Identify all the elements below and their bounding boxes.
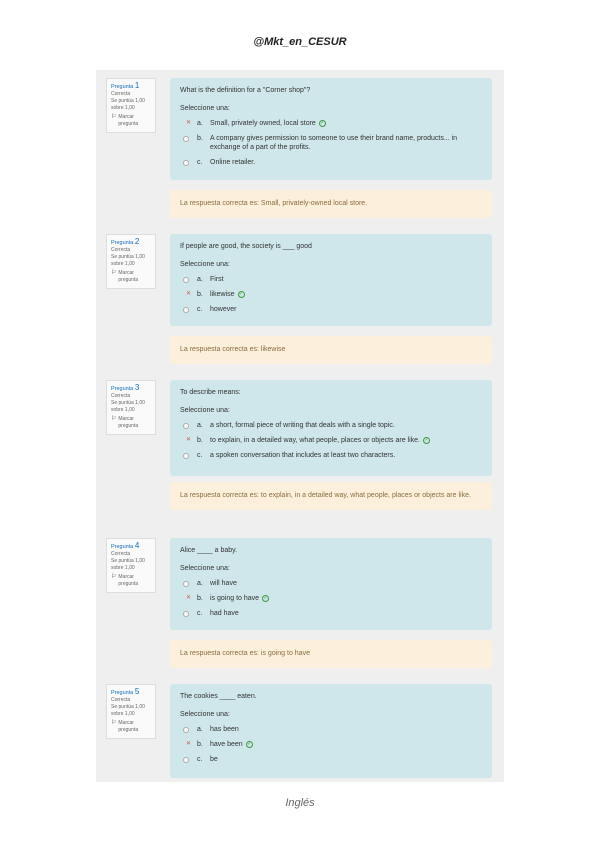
flag-label: Marcar pregunta bbox=[118, 720, 139, 733]
question-text: Alice ____ a baby. bbox=[180, 547, 238, 554]
quiz-review-panel bbox=[96, 70, 504, 782]
radio-button[interactable] bbox=[183, 277, 189, 283]
option-b[interactable] bbox=[180, 134, 482, 152]
option-a[interactable] bbox=[180, 275, 482, 284]
option-b[interactable] bbox=[180, 436, 482, 445]
option-letter: c. bbox=[197, 452, 203, 459]
question-number: 1 bbox=[134, 81, 140, 90]
selected-marker-icon: ✕ bbox=[185, 437, 192, 443]
option-text: to explain, in a detailed way, what people, places or objects are like. bbox=[210, 437, 420, 444]
option-text: a short, formal piece of writing that deals with a single topic. bbox=[210, 422, 395, 429]
question-label: Pregunta bbox=[111, 84, 134, 90]
select-one-prompt: Seleccione una: bbox=[180, 261, 230, 268]
option-letter: a. bbox=[197, 580, 203, 587]
option-text: Small, privately owned, local store bbox=[210, 120, 316, 127]
option-letter: a. bbox=[197, 422, 203, 429]
selected-marker-icon: ✕ bbox=[185, 741, 192, 747]
option-letter: b. bbox=[197, 291, 203, 298]
select-one-prompt: Seleccione una: bbox=[180, 565, 230, 572]
question-body bbox=[170, 78, 492, 180]
radio-button[interactable] bbox=[183, 160, 189, 166]
flag-question-link[interactable] bbox=[111, 720, 151, 734]
radio-button[interactable] bbox=[183, 136, 189, 142]
correct-check-icon: ✓ bbox=[238, 290, 244, 297]
feedback-1: La respuesta correcta es: Small, privately-owned local store. bbox=[170, 190, 492, 218]
option-text: have been bbox=[210, 741, 243, 748]
question-info bbox=[106, 234, 156, 289]
question-number: 4 bbox=[134, 541, 140, 550]
question-text: The cookies ____ eaten. bbox=[180, 693, 257, 700]
radio-button[interactable] bbox=[183, 307, 189, 313]
option-letter: a. bbox=[197, 276, 203, 283]
question-body bbox=[170, 684, 492, 778]
flag-question-link[interactable] bbox=[111, 574, 151, 588]
question-label: Pregunta bbox=[111, 240, 134, 246]
option-letter: c. bbox=[197, 756, 203, 763]
option-b[interactable] bbox=[180, 290, 482, 299]
option-c[interactable] bbox=[180, 305, 482, 314]
option-text: be bbox=[210, 756, 218, 763]
option-letter: b. bbox=[197, 595, 203, 602]
question-score: Se puntúa 1,00 sobre 1,00 bbox=[111, 98, 145, 111]
flag-label: Marcar pregunta bbox=[118, 270, 139, 283]
option-letter: b. bbox=[197, 437, 203, 444]
question-info bbox=[106, 538, 156, 593]
flag-question-link[interactable] bbox=[111, 270, 151, 284]
option-a[interactable] bbox=[180, 119, 482, 128]
flag-icon: ⚐ bbox=[111, 720, 117, 726]
flag-label: Marcar pregunta bbox=[118, 114, 139, 127]
flag-question-link[interactable] bbox=[111, 416, 151, 430]
option-text: First bbox=[210, 276, 224, 283]
radio-button[interactable] bbox=[183, 757, 189, 763]
option-letter: a. bbox=[197, 726, 203, 733]
option-text: will have bbox=[210, 580, 237, 587]
option-b[interactable] bbox=[180, 740, 482, 749]
flag-label: Marcar pregunta bbox=[118, 416, 139, 429]
option-text: is going to have bbox=[210, 595, 260, 602]
question-body bbox=[170, 538, 492, 630]
option-letter: b. bbox=[197, 741, 203, 748]
question-status: Correcta bbox=[111, 393, 131, 399]
radio-button[interactable] bbox=[183, 423, 189, 429]
question-label: Pregunta bbox=[111, 690, 134, 696]
radio-button[interactable] bbox=[183, 581, 189, 587]
feedback-3: La respuesta correcta es: to explain, in a detailed way, what people, places or objects are like. bbox=[170, 482, 492, 510]
question-body bbox=[170, 380, 492, 476]
question-body bbox=[170, 234, 492, 326]
question-score: Se puntúa 1,00 sobre 1,00 bbox=[111, 400, 145, 413]
option-text: however bbox=[210, 306, 237, 313]
select-one-prompt: Seleccione una: bbox=[180, 105, 230, 112]
flag-label: Marcar pregunta bbox=[118, 574, 139, 587]
select-one-prompt: Seleccione una: bbox=[180, 711, 230, 718]
question-status: Correcta bbox=[111, 551, 131, 557]
correct-check-icon: ✓ bbox=[320, 119, 325, 126]
flag-icon: ⚐ bbox=[111, 270, 117, 276]
selected-marker-icon: ✕ bbox=[185, 595, 192, 601]
question-text: What is the definition for a "Corner shop"? bbox=[180, 87, 311, 94]
question-score: Se puntúa 1,00 sobre 1,00 bbox=[111, 558, 145, 571]
flag-icon: ⚐ bbox=[111, 416, 117, 422]
radio-button[interactable] bbox=[183, 611, 189, 617]
question-status: Correcta bbox=[111, 247, 131, 253]
option-text: likewise bbox=[210, 291, 235, 298]
correct-check-icon: ✓ bbox=[247, 740, 252, 747]
correct-check-icon: ✓ bbox=[424, 436, 429, 443]
option-a[interactable] bbox=[180, 725, 482, 734]
option-text: a spoken conversation that includes at least two characters. bbox=[210, 452, 396, 459]
flag-icon: ⚐ bbox=[111, 114, 117, 120]
question-number: 3 bbox=[134, 383, 140, 392]
question-score: Se puntúa 1,00 sobre 1,00 bbox=[111, 254, 145, 267]
question-score: Se puntúa 1,00 sobre 1,00 bbox=[111, 704, 145, 717]
feedback-2: La respuesta correcta es: likewise bbox=[170, 336, 492, 364]
feedback-4: La respuesta correcta es: is going to have bbox=[170, 640, 492, 668]
option-b[interactable] bbox=[180, 594, 482, 603]
option-letter: a. bbox=[197, 120, 203, 127]
option-text: Online retailer. bbox=[210, 159, 256, 166]
question-info bbox=[106, 380, 156, 435]
page-footer: Inglés bbox=[285, 797, 315, 809]
question-info bbox=[106, 78, 156, 133]
option-c[interactable] bbox=[180, 755, 482, 764]
flag-question-link[interactable] bbox=[111, 114, 151, 128]
option-letter: c. bbox=[197, 610, 203, 617]
question-status: Correcta bbox=[111, 91, 131, 97]
option-text: A company gives permission to someone to use their brand name, products... in exchange of a part of the profits. bbox=[210, 135, 458, 151]
question-status: Correcta bbox=[111, 697, 131, 703]
question-text: If people are good, the society is ___ good bbox=[180, 243, 312, 250]
question-text: To describe means: bbox=[180, 389, 241, 396]
selected-marker-icon: ✕ bbox=[185, 120, 192, 126]
question-label: Pregunta bbox=[111, 386, 134, 392]
page-title: @Mkt_en_CESUR bbox=[253, 36, 347, 48]
option-text: has been bbox=[210, 726, 239, 733]
option-letter: c. bbox=[197, 306, 203, 313]
question-label: Pregunta bbox=[111, 544, 134, 550]
option-c[interactable] bbox=[180, 451, 482, 460]
select-one-prompt: Seleccione una: bbox=[180, 407, 230, 414]
option-text: had have bbox=[210, 610, 239, 617]
option-letter: b. bbox=[197, 135, 203, 142]
radio-button[interactable] bbox=[183, 453, 189, 459]
radio-button[interactable] bbox=[183, 727, 189, 733]
option-c[interactable] bbox=[180, 609, 482, 618]
option-a[interactable] bbox=[180, 579, 482, 588]
option-a[interactable] bbox=[180, 421, 482, 430]
flag-icon: ⚐ bbox=[111, 574, 117, 580]
question-number: 5 bbox=[134, 687, 140, 696]
correct-check-icon: ✓ bbox=[263, 594, 268, 601]
question-info bbox=[106, 684, 156, 739]
option-letter: c. bbox=[197, 159, 203, 166]
question-number: 2 bbox=[134, 237, 140, 246]
selected-marker-icon: ✕ bbox=[185, 291, 192, 297]
option-c[interactable] bbox=[180, 158, 482, 167]
